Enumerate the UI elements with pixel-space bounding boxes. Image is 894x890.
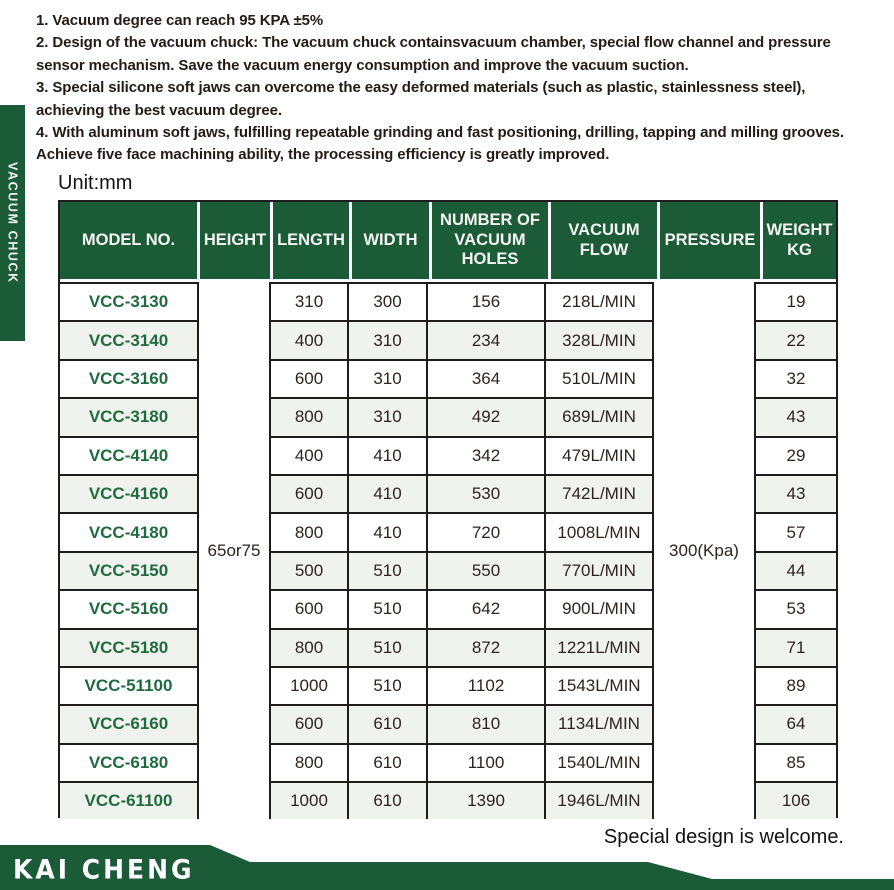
cell-length: 310 [271,282,349,320]
cell-holes: 550 [428,551,546,589]
header-width: WIDTH [352,202,429,279]
table-row [60,589,836,627]
cell-flow: 218L/MIN [546,282,654,320]
merged-pressure-value: 300(Kpa) [669,540,739,560]
cell-model: VCC-3140 [60,320,199,358]
header-vacuum-flow: VACUUM FLOW [551,202,657,279]
cell-weight: 53 [756,589,836,627]
cell-flow: 1540L/MIN [546,743,654,781]
cell-merged-span [199,359,271,397]
cell-width: 610 [349,781,428,819]
cell-length: 1000 [271,781,349,819]
cell-weight: 57 [756,512,836,550]
table-row [60,282,836,320]
cell-merged-span [654,781,756,819]
cell-weight: 44 [756,551,836,589]
cell-weight: 64 [756,704,836,742]
cell-holes: 530 [428,474,546,512]
table-row [60,704,836,742]
spec-table-body [60,282,836,819]
cell-merged-span [654,282,756,320]
cell-length: 1000 [271,666,349,704]
cell-model: VCC-3160 [60,359,199,397]
cell-merged-span [199,436,271,474]
cell-merged-span [199,474,271,512]
cell-weight: 32 [756,359,836,397]
cell-model: VCC-5160 [60,589,199,627]
header-pressure: PRESSURE [660,202,760,279]
header-model-no: MODEL NO. [60,202,197,279]
cell-width: 300 [349,282,428,320]
table-row [60,436,836,474]
cell-model: VCC-3130 [60,282,199,320]
table-row [60,666,836,704]
cell-model: VCC-4140 [60,436,199,474]
cell-length: 800 [271,512,349,550]
cell-merged-span [654,551,756,589]
cell-weight: 43 [756,474,836,512]
note-1: 1. Vacuum degree can reach 95 KPA ±5% [36,12,324,29]
cell-holes: 1102 [428,666,546,704]
cell-width: 510 [349,589,428,627]
cell-merged-span [654,359,756,397]
cell-flow: 1543L/MIN [546,666,654,704]
spec-table-header [60,202,836,279]
cell-merged-span [654,512,756,550]
merged-height-value: 65or75 [207,540,261,560]
cell-merged-span [654,704,756,742]
cell-weight: 89 [756,666,836,704]
cell-model: VCC-61100 [60,781,199,819]
cell-flow: 1946L/MIN [546,781,654,819]
cell-holes: 492 [428,397,546,435]
cell-length: 500 [271,551,349,589]
table-row [60,512,836,550]
cell-merged-span [199,551,271,589]
cell-weight: 71 [756,628,836,666]
cell-weight: 106 [756,781,836,819]
note-2: 2. Design of the vacuum chuck: The vacuum chuck containsvacuum chamber, special flow channel and pressure sensor mechanism. Save the vacuum energy consumption and improve the vacuum suction. [36,34,831,74]
cell-merged-span [199,781,271,819]
table-row [60,628,836,666]
cell-merged-span [654,474,756,512]
cell-merged-span [654,666,756,704]
ribbon-label: VACUUM CHUCK [5,162,20,284]
cell-merged-span [199,320,271,358]
cell-flow: 900L/MIN [546,589,654,627]
note-3: 3. Special silicone soft jaws can overcome the easy deformed materials (such as plastic, stainlessness steel), achieving the best vacuum degree. [36,79,806,119]
cell-length: 600 [271,359,349,397]
table-row [60,359,836,397]
spec-table [58,200,838,818]
header-length: LENGTH [273,202,349,279]
unit-label: Unit:mm [58,172,133,194]
cell-length: 400 [271,436,349,474]
cell-model: VCC-3180 [60,397,199,435]
cell-merged-span [654,436,756,474]
cell-merged-span [654,743,756,781]
cell-weight: 43 [756,397,836,435]
cell-merged-span [199,704,271,742]
cell-holes: 872 [428,628,546,666]
cell-width: 310 [349,397,428,435]
cell-holes: 1100 [428,743,546,781]
table-row [60,320,836,358]
cell-model: VCC-51100 [60,666,199,704]
cell-width: 610 [349,743,428,781]
cell-weight: 19 [756,282,836,320]
cell-model: VCC-4160 [60,474,199,512]
cell-length: 800 [271,397,349,435]
cell-width: 410 [349,436,428,474]
cell-model: VCC-6180 [60,743,199,781]
cell-flow: 689L/MIN [546,397,654,435]
cell-weight: 85 [756,743,836,781]
table-row [60,551,836,589]
cell-flow: 742L/MIN [546,474,654,512]
table-row [60,743,836,781]
cell-holes: 1390 [428,781,546,819]
cell-width: 410 [349,474,428,512]
special-design-note: Special design is welcome. [603,826,844,848]
cell-merged-span [654,320,756,358]
cell-flow: 479L/MIN [546,436,654,474]
table-row [60,397,836,435]
cell-length: 600 [271,704,349,742]
feature-notes [36,10,854,167]
cell-flow: 510L/MIN [546,359,654,397]
cell-model: VCC-5180 [60,628,199,666]
kai-cheng-logo: KAI CHENG [13,854,195,885]
cell-merged-span [654,628,756,666]
header-height: HEIGHT [200,202,270,279]
cell-length: 400 [271,320,349,358]
cell-flow: 1134L/MIN [546,704,654,742]
cell-weight: 22 [756,320,836,358]
cell-holes: 720 [428,512,546,550]
cell-merged-span [199,397,271,435]
cell-holes: 156 [428,282,546,320]
cell-merged-span [199,589,271,627]
header-weight-kg: WEIGHT KG [763,202,836,279]
note-4: 4. With aluminum soft jaws, fulfilling repeatable grinding and fast positioning, drilling, tapping and milling grooves. Achieve five face machining ability, the processing efficiency is greatly improved. [36,124,844,164]
cell-holes: 234 [428,320,546,358]
cell-length: 600 [271,474,349,512]
cell-length: 800 [271,628,349,666]
cell-flow: 1221L/MIN [546,628,654,666]
cell-length: 600 [271,589,349,627]
cell-holes: 810 [428,704,546,742]
cell-merged-span [199,743,271,781]
cell-merged-span [199,666,271,704]
cell-width: 510 [349,666,428,704]
cell-length: 800 [271,743,349,781]
table-row [60,781,836,819]
cell-flow: 328L/MIN [546,320,654,358]
cell-width: 510 [349,628,428,666]
cell-holes: 342 [428,436,546,474]
table-row [60,474,836,512]
cell-flow: 1008L/MIN [546,512,654,550]
header-vacuum-holes: NUMBER OF VACUUM HOLES [432,202,548,279]
cell-holes: 364 [428,359,546,397]
cell-model: VCC-5150 [60,551,199,589]
vacuum-chuck-ribbon [0,105,25,341]
cell-merged-span [199,282,271,320]
cell-merged-span [654,589,756,627]
cell-merged-span [654,397,756,435]
cell-flow: 770L/MIN [546,551,654,589]
cell-weight: 29 [756,436,836,474]
cell-width: 410 [349,512,428,550]
cell-width: 610 [349,704,428,742]
cell-width: 310 [349,320,428,358]
cell-holes: 642 [428,589,546,627]
cell-width: 510 [349,551,428,589]
cell-merged-span [199,512,271,550]
cell-model: VCC-4180 [60,512,199,550]
cell-width: 310 [349,359,428,397]
cell-merged-span [199,628,271,666]
cell-model: VCC-6160 [60,704,199,742]
